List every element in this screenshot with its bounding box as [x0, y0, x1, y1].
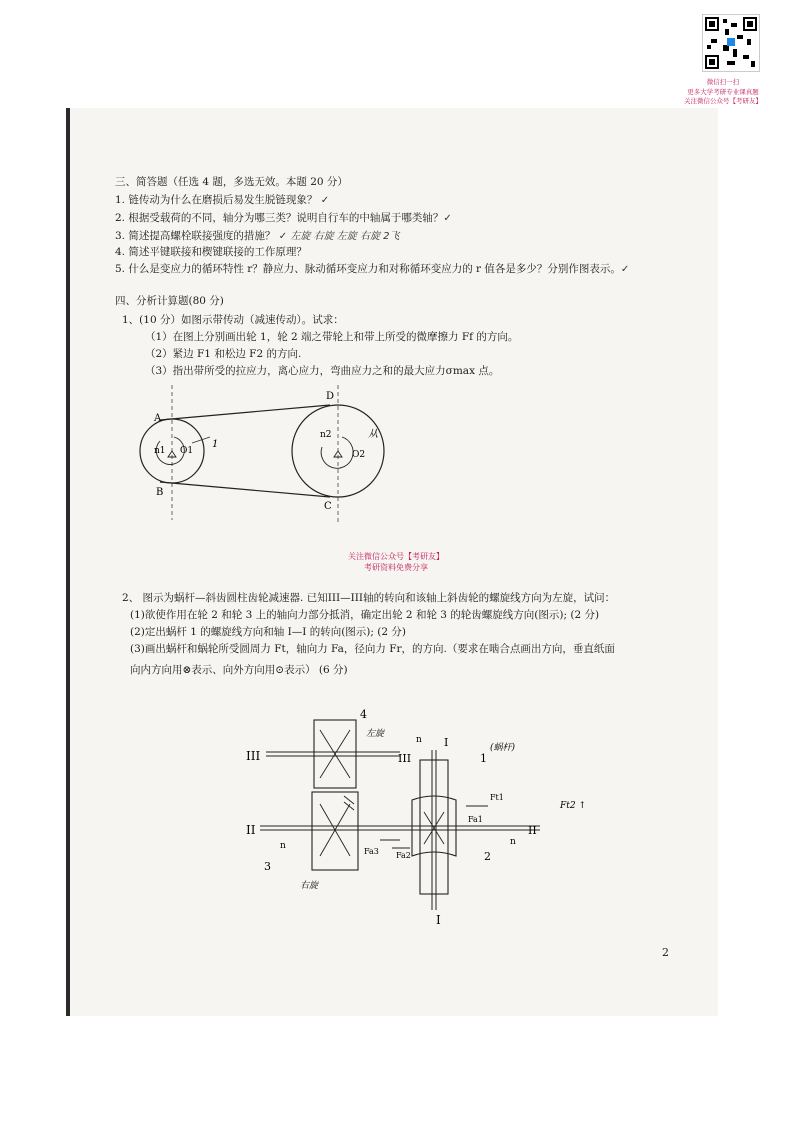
- label-III-right: III: [398, 752, 412, 765]
- check-mark: ✓: [278, 231, 288, 242]
- problem2-part-a: (1)欲使作用在轮 2 和轮 3 上的轴向力部分抵消，确定出轮 2 和轮 3 的轮齿螺旋线方向(图示); (2 分): [130, 609, 600, 621]
- check-mark: ✓: [320, 195, 330, 206]
- belt-top: [160, 405, 330, 420]
- label-Fa1: Fa1: [468, 815, 483, 824]
- question-2: 2. 根据受载荷的不同，轴分为哪三类？说明自行车的中轴属于哪类轴？: [115, 212, 444, 224]
- watermark-line-1: 关注微信公众号【考研友】: [348, 552, 444, 561]
- belt-bottom: [160, 482, 330, 497]
- problem1-part-a: （1）在图上分别画出轮 1，轮 2 端之带轮上和带上所受的微摩擦力 Ff 的方向。: [145, 331, 519, 343]
- label-O1: O1: [180, 446, 194, 456]
- label-III-left: III: [246, 749, 261, 763]
- problem2-head: 2、 图示为蜗杆—斜齿圆柱齿轮减速器. 已知III—III轴的转向和该轴上斜齿轮的螺旋线方向为左旋，试问：: [122, 592, 616, 604]
- question-5: 5. 什么是变应力的循环特性 r？静应力、脉动循环变应力和对称循环变应力的 r 值各是多少？分别作图表示。: [115, 263, 621, 275]
- label-gear-3: 3: [264, 860, 271, 873]
- label-Fa3: Fa3: [364, 847, 379, 856]
- label-gear-1: 1: [480, 752, 487, 765]
- label-worm: (蜗杆): [490, 743, 516, 753]
- check-mark: ✓: [443, 213, 452, 224]
- check-mark: ✓: [620, 264, 630, 275]
- label-II-right: II: [528, 824, 537, 837]
- point-A: A: [154, 413, 162, 424]
- hand-label-1: 1: [212, 439, 219, 450]
- hand-label-2: 从: [368, 429, 378, 440]
- promo-line-1: 微信扫一扫: [706, 78, 740, 86]
- question-3: 3. 简述提高螺栓联接强度的措施？: [115, 230, 276, 242]
- problem1-head: 1、(10 分）如图示带传动（减速传动）。试求：: [122, 314, 344, 326]
- section4-title: 四、分析计算题(80 分): [115, 295, 224, 307]
- label-gear-4: 4: [360, 708, 367, 721]
- label-n1: n1: [154, 446, 166, 456]
- qr-code: [702, 14, 760, 72]
- question-1: 1. 链传动为什么在磨损后易发生脱链现象？: [115, 194, 318, 206]
- label-I-top: I: [444, 736, 449, 749]
- problem2-part-c: (3)画出蜗杆和蜗轮所受圆周力 Ft，轴向力 Fa，径向力 Fr，的方向.（要求在啮合点画出方向，垂直纸面: [130, 643, 615, 655]
- handwriting-q3: 左旋 右旋 左旋 右旋 2飞: [290, 231, 400, 242]
- label-n-II-right: n: [510, 837, 516, 847]
- promo-line-2: 更多大学考研专业课真题: [687, 88, 759, 96]
- label-right-rotation: 右旋: [300, 881, 319, 891]
- watermark-line-2: 考研资料免费分享: [364, 563, 428, 572]
- problem1-part-c: （3）指出带所受的拉应力，离心应力，弯曲应力之和的最大应力σmax 点。: [145, 365, 500, 377]
- label-gear-2: 2: [484, 850, 491, 863]
- worm-1: [420, 760, 448, 894]
- page-number: 2: [662, 946, 669, 959]
- point-D: D: [326, 391, 335, 402]
- point-B: B: [156, 487, 164, 498]
- label-left-rotation: 左旋: [366, 729, 385, 739]
- label-II-left: II: [246, 823, 256, 837]
- label-ft2-note: Ft2 ↑: [560, 801, 586, 811]
- label-n2: n2: [320, 430, 332, 440]
- label-O2: O2: [352, 450, 366, 460]
- gear-reducer-figure: [240, 700, 640, 930]
- problem2-part-d: 向内方向用⊗表示、向外方向用⊙表示） (6 分): [130, 664, 348, 676]
- label-n-II-left: n: [280, 841, 286, 851]
- section3-title: 三、简答题（任选 4 题，多选无效。本题 20 分）: [115, 176, 348, 188]
- belt-drive-figure: [130, 385, 430, 525]
- problem1-part-b: （2）紧边 F1 和松边 F2 的方向.: [145, 348, 302, 360]
- label-n-III: n: [416, 735, 422, 745]
- label-I-bottom: I: [436, 913, 441, 927]
- promo-line-3: 关注微信公众号【考研友】: [684, 97, 762, 105]
- point-C: C: [324, 501, 332, 512]
- label-Fa2: Fa2: [396, 851, 411, 860]
- gear-3: [312, 792, 358, 870]
- problem2-part-b: (2)定出蜗杆 1 的螺旋线方向和轴 I—I 的转向(图示); (2 分): [130, 626, 406, 638]
- label-Ft1: Ft1: [490, 793, 504, 802]
- question-4: 4. 简述平键联接和楔键联接的工作原理？: [115, 246, 307, 258]
